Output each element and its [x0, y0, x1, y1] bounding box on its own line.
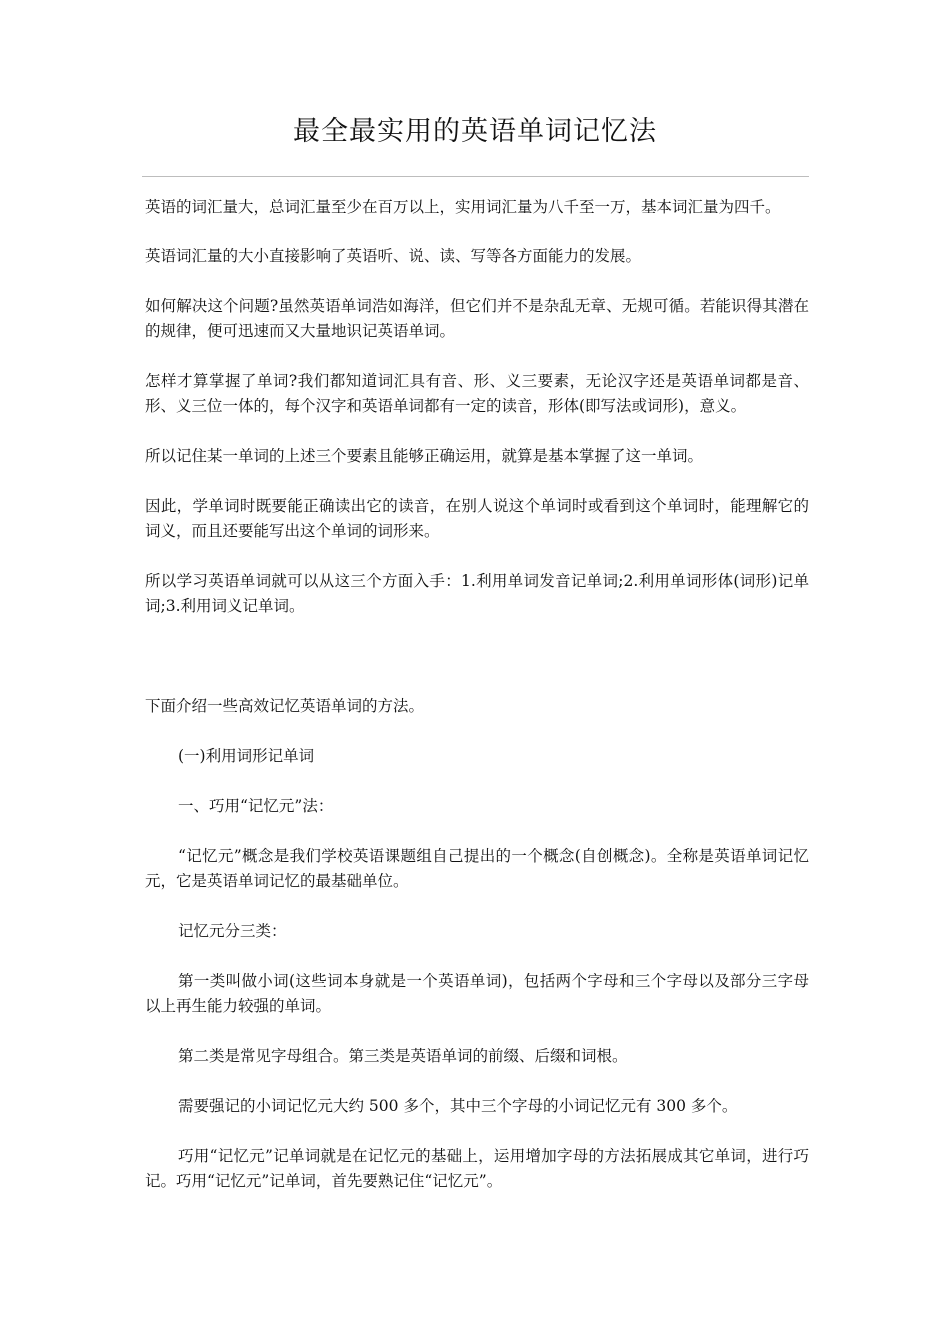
paragraph-vocabulary-impact: 英语词汇量的大小直接影响了英语听、说、读、写等各方面能力的发展。 [145, 247, 642, 265]
paragraph-introduction: 下面介绍一些高效记忆英语单词的方法。 [145, 697, 425, 715]
section-heading-word-form: (一)利用词形记单词 [178, 747, 315, 765]
subsection-heading-memory-unit: 一、巧用“记忆元”法： [178, 797, 334, 815]
paragraph-type-one: 第一类叫做小词(这些词本身就是一个英语单词)，包括两个字母和三个字母以及部分三字母以上再生能力较强的单词。 [145, 972, 809, 1015]
paragraph-use-memory-units: 巧用“记忆元”记单词就是在记忆元的基础上，运用增加字母的方法拓展成其它单词，进行巧记。巧用“记忆元”记单词，首先要熟记住“记忆元”。 [145, 1147, 809, 1190]
paragraph-mastering-words: 怎样才算掌握了单词?我们都知道词汇具有音、形、义三要素，无论汉字还是英语单词都是音、形、义三位一体的，每个汉字和英语单词都有一定的读音，形体(即写法或词形)，意义。 [145, 372, 809, 415]
paragraph-vocabulary-size: 英语的词汇量大，总词汇量至少在百万以上，实用词汇量为八千至一万，基本词汇量为四千。 [145, 198, 781, 216]
document-title: 最全最实用的英语单词记忆法 [293, 116, 657, 147]
paragraph-therefore: 因此，学单词时既要能正确读出它的读音，在别人说这个单词时或看到这个单词时，能理解它的词义，而且还要能写出这个单词的词形来。 [145, 497, 809, 540]
paragraph-memory-unit-concept: “记忆元”概念是我们学校英语课题组自己提出的一个概念(自创概念)。全称是英语单词记忆元，它是英语单词记忆的最基础单位。 [145, 847, 809, 890]
paragraph-type-two-three: 第二类是常见字母组合。第三类是英语单词的前缀、后缀和词根。 [178, 1047, 628, 1065]
paragraph-memory-unit-types: 记忆元分三类： [178, 922, 287, 940]
title-divider [142, 176, 809, 177]
paragraph-three-elements: 所以记住某一单词的上述三个要素且能够正确运用，就算是基本掌握了这一单词。 [145, 447, 704, 465]
paragraph-how-to-solve: 如何解决这个问题?虽然英语单词浩如海洋，但它们并不是杂乱无章、无规可循。若能识得其潜在的规律，便可迅速而又大量地识记英语单词。 [145, 297, 809, 340]
paragraph-three-approaches: 所以学习英语单词就可以从这三个方面入手：1.利用单词发音记单词;2.利用单词形体(词形)记单词;3.利用词义记单词。 [145, 572, 809, 615]
paragraph-memorize-count: 需要强记的小词记忆元大约 500 多个，其中三个字母的小词记忆元有 300 多个。 [178, 1097, 738, 1115]
